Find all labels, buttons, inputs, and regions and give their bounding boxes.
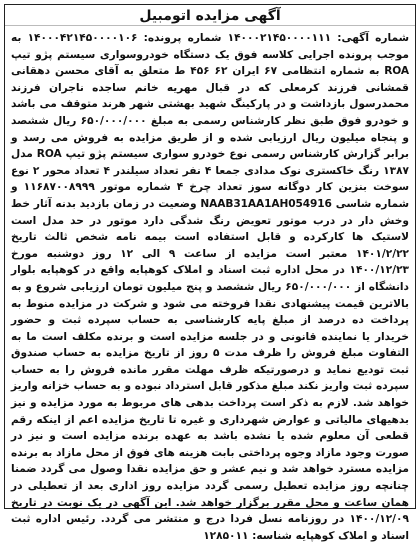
notice-signature: رئیس اداره ثبت اسناد و املاک کوهپایه شناسه: ۱۲۸۵۰۱۱ — [11, 513, 409, 542]
notice-body — [5, 26, 415, 544]
notice-title: آگهی مزایده اتومبیل — [5, 5, 415, 26]
notice-page — [4, 4, 416, 542]
notice-body-text: شماره آگهی: ۱۴۰۰۰۲۱۴۵۰۰۰۰۱۱۱ شماره پرونده: ۱۴۰۰۰۴۲۱۴۵۰۰۰۰۱۰۶ به موجب پرونده اجرایی کلاسه فوق یک دستگاه خودروسواری سیستم پژو تیپ ROA به شماره انتظامی ۶۷ ایران ۶۲ ۴۵۶ ط متعلق به آقای محسن دهقانی قمشانی فرزند کرمعلی که در قبال مهریه خانم ساجده ناجران فرزند محمدرسول بازداشت و در پارکینگ شهید بهشتی شهر هرند متوقف می باشد و خودرو فوق طبق نظر کارشناس رسمی به مبلغ ۶۵۰/۰۰۰/۰۰۰ ریال ششصد و پنجاه میلیون ریال ارزیابی شده و از طریق مزایده به فروش می رسد و برابر گزارش کارشناس رسمی نوع خودرو سواری سیستم پژو تیپ ROA مدل ۱۳۸۷ رنگ خاکستری نوک مدادی جمعا ۴ نفر تعداد سیلندر ۴ تعداد محور ۲ نوع سوخت بنزین کار دوگانه سوز تعداد چرخ ۴ شماره موتور ۱۱۶۸۷۰۰۸۹۹۹ و شماره شاسی NAAB31AA1AH054916 وضعیت در زمان بازدید بدنه آثار خط وخش دار در درب موتور تعویض رنگ شدگی دارد موتور در حد مدل است لاستیک ها کارکرده و قابل استفاده است بیمه نامه شخص ثالث تاریخ ۱۴۰۱/۲/۲۲ معتبر است مزایده از ساعت ۹ الی ۱۲ روز دوشنبه مورخ ۱۴۰۰/۱۲/۲۳ در محل اداره ثبت اسناد و املاک کوهپایه واقع در کوهپایه بلوار دانشگاه از ۶۵۰/۰۰۰/۰۰۰ ریال ششصد و پنج میلیون تومان ارزیابی شروع و به بالاترین قیمت پیشنهادی نقدا فروخته می شود و شرکت در مزایده منوط به پرداخت ده درصد از مبلغ پایه کارشناسی به حساب سپرده ثبت و حضور خریدار یا نماینده قانونی و در جلسه مزایده است و برنده مکلف است ما به التفاوت مبلغ فروش را ظرف مدت ۵ روز از تاریخ مزایده به حساب صندوق ثبت تودیع نماید و درصورتیکه ظرف مهلت مقرر مانده فروش را به حساب سپرده ثبت واریز نکند مبلغ مذکور قابل استرداد نبوده و به حساب خزانه واریز خواهد شد. لازم به ذکر است پرداخت بدهی های مربوط به مورد مزایده و نیز بدهیهای مالیاتی و عوارض شهرداری و غیره تا تاریخ مزایده اعم از اینکه رقم قطعی آن معلوم شده یا نشده باشد به عهده برنده مزایده است و نیز در صورت وجود مازاد وجوه پرداختی بابت هزینه های فوق از محل مازاد به برنده مزایده مسترد خواهد شد و نیم عشر و حق مزایده نقدا وصول می گردد ضمنا چنانچه روز مزایده تعطیل رسمی گردد مزایده روز اداری بعد از تعطیلی در همان ساعت و محل مقرر برگزار خواهد شد. این آگهی در یک نوبت در تاریخ ۱۴۰۰/۱۲/۰۹ در روزنامه نسل فردا درج و منتشر می گردد. — [11, 32, 410, 526]
